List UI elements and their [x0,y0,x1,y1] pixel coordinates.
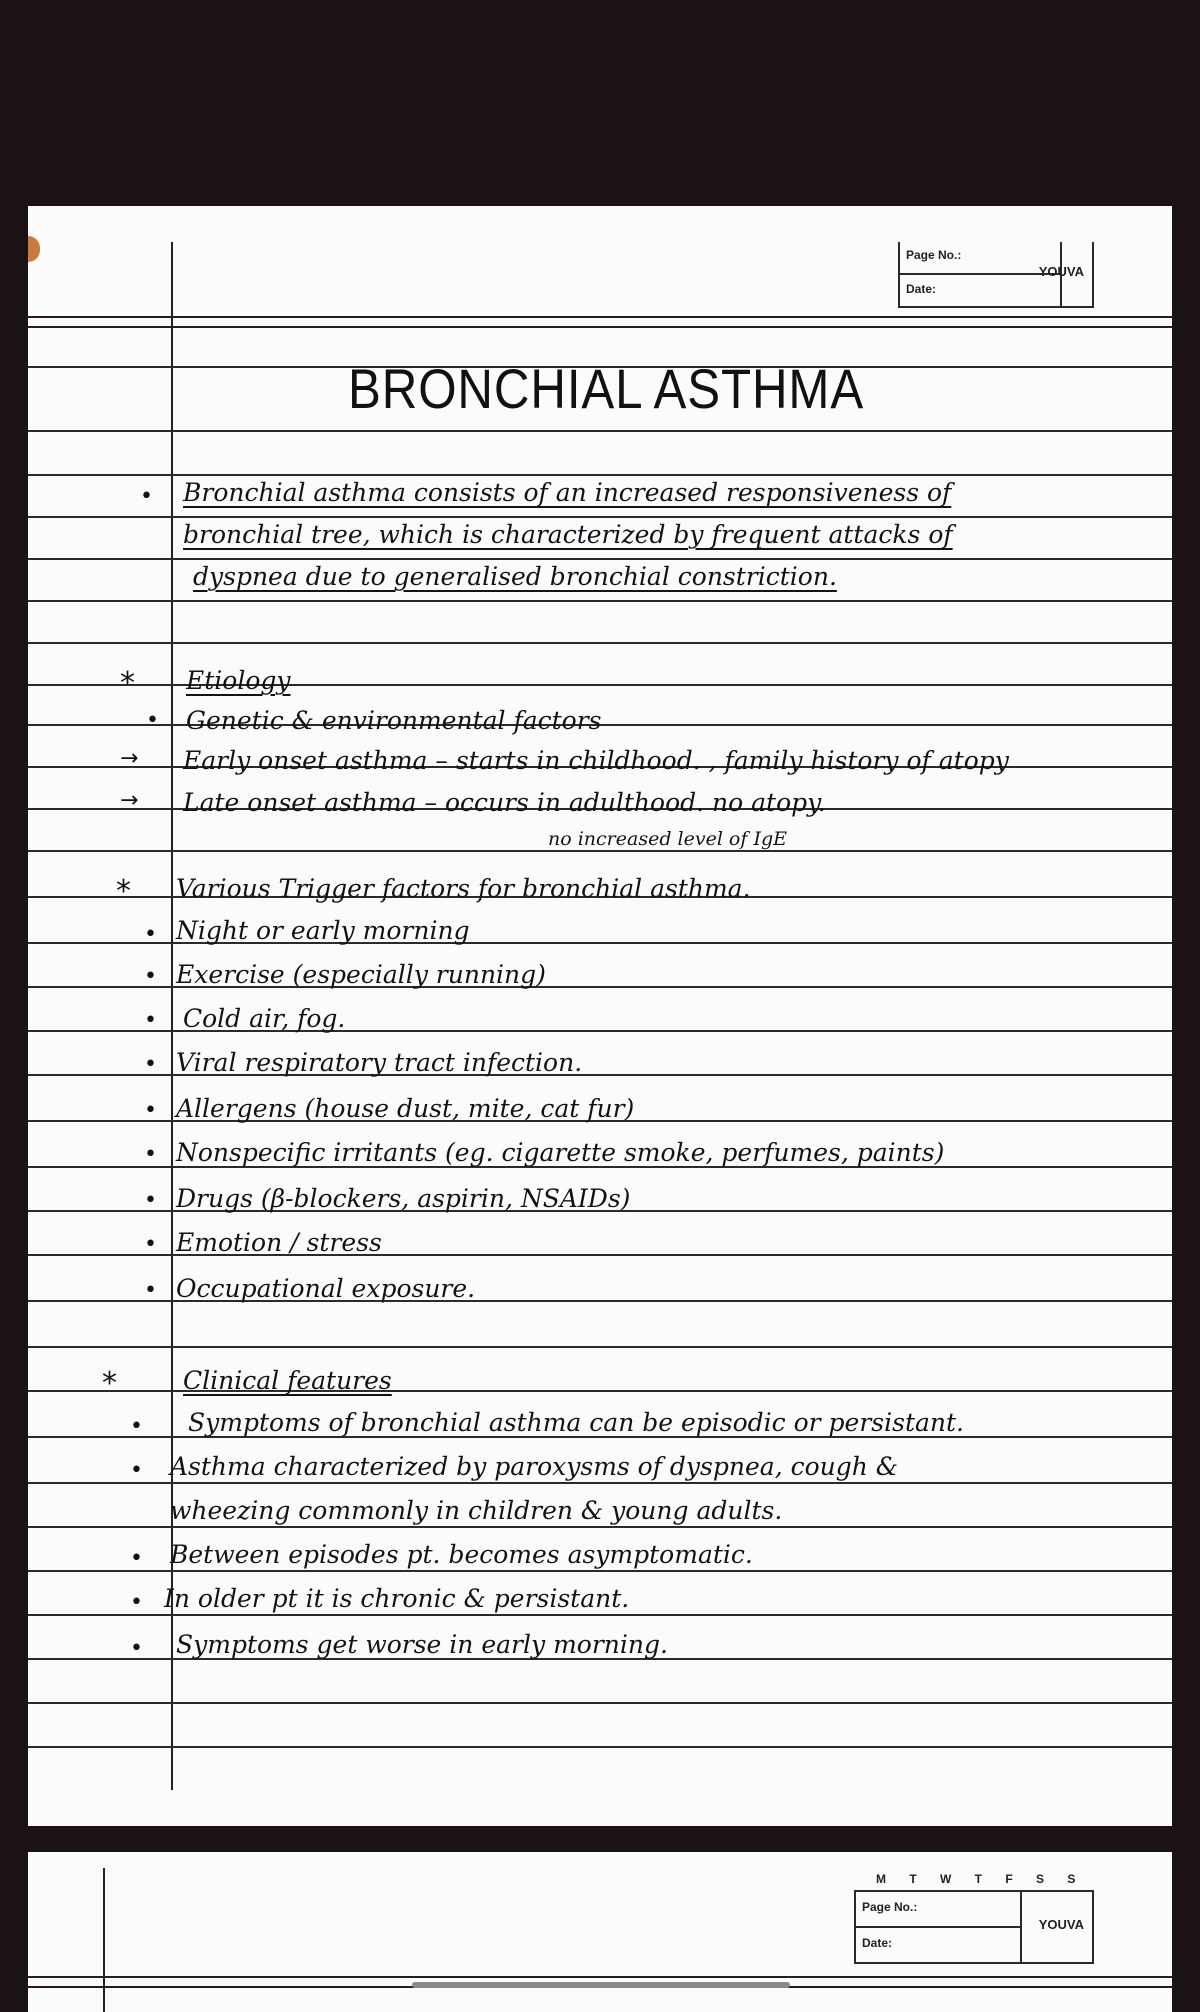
bullet-marker: • [130,1590,143,1615]
etiology-heading: Etiology [186,666,291,695]
asterisk-marker: * [120,666,135,701]
page-title: BRONCHIAL ASTHMA [348,357,865,420]
bullet-marker: • [144,1052,157,1077]
definition-line-3: dyspnea due to generalised bronchial constriction. [193,562,837,591]
trigger-item: Occupational exposure. [176,1274,476,1303]
trigger-item: Allergens (house dust, mite, cat fur) [176,1094,635,1123]
definition-line-1: Bronchial asthma consists of an increased responsiveness of [183,478,952,507]
clinical-item: In older pt it is chronic & persistant. [164,1584,630,1613]
arrow-marker: → [120,788,139,813]
asterisk-marker: * [116,874,131,909]
weekday-row: M T W T F S S [876,1872,1086,1886]
notebook-page-1 [28,206,1172,1826]
margin-line [103,1868,105,2012]
etiology-item-2: Early onset asthma – starts in childhood. , family history of atopy [183,746,1009,775]
etiology-item-1: Genetic & environmental factors [186,706,602,735]
bullet-marker: • [144,1142,157,1167]
triggers-heading: Various Trigger factors for bronchial asthma. [176,874,751,903]
asterisk-marker: * [102,1366,117,1401]
arrow-marker: → [120,746,139,771]
trigger-item: Cold air, fog. [183,1004,346,1033]
bullet-marker: • [146,708,159,733]
header-band [28,316,1172,328]
page-no-label: Page No.: [862,1900,918,1914]
bullet-marker: • [130,1414,143,1439]
bullet-marker: • [140,484,153,509]
notebook-page-2 [28,1852,1172,2012]
brand-logo: YOUVA [1038,1917,1084,1932]
etiology-item-3: Late onset asthma – occurs in adulthood. no atopy. [183,788,826,817]
clinical-features-heading: Clinical features [183,1366,392,1395]
scroll-indicator[interactable] [412,1982,790,1988]
trigger-item: Nonspecific irritants (eg. cigarette smoke, perfumes, paints) [176,1138,945,1167]
bullet-marker: • [144,964,157,989]
bullet-marker: • [130,1546,143,1571]
clinical-item: Symptoms of bronchial asthma can be episodic or persistant. [188,1408,965,1437]
brand-logo: YOUVA [1038,264,1084,279]
etiology-note: no increased level of IgE [548,828,787,850]
clinical-item-cont: wheezing commonly in children & young adults. [170,1496,783,1525]
page-number-box [898,242,1094,308]
trigger-item: Exercise (especially running) [176,960,546,989]
trigger-item: Emotion / stress [176,1228,382,1257]
trigger-item: Drugs (β-blockers, aspirin, NSAIDs) [176,1184,631,1213]
bullet-marker: • [130,1458,143,1483]
trigger-item: Viral respiratory tract infection. [176,1048,583,1077]
date-label: Date: [906,282,937,296]
bullet-marker: • [144,922,157,947]
trigger-item: Night or early morning [176,916,470,945]
definition-line-2: bronchial tree, which is characterized by frequent attacks of [183,520,953,549]
bullet-marker: • [144,1008,157,1033]
bullet-marker: • [144,1098,157,1123]
date-label: Date: [862,1936,893,1950]
page-number-box [854,1890,1094,1964]
bullet-marker: • [130,1636,143,1661]
clinical-item: Asthma characterized by paroxysms of dyspnea, cough & [170,1452,899,1481]
clinical-item: Between episodes pt. becomes asymptomatic. [170,1540,753,1569]
page-no-label: Page No.: [906,248,962,262]
clinical-item: Symptoms get worse in early morning. [176,1630,668,1659]
bullet-marker: • [144,1278,157,1303]
thumb-finger [28,236,40,262]
bullet-marker: • [144,1232,157,1257]
bullet-marker: • [144,1188,157,1213]
